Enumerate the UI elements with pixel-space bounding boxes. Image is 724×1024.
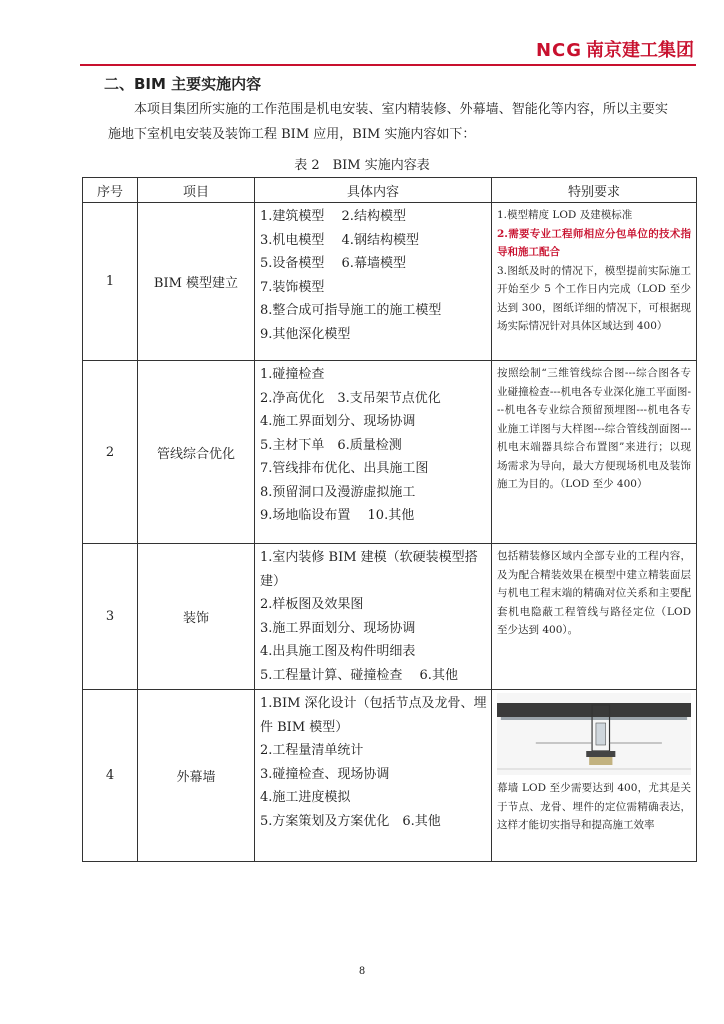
curtain-wall-node-drawing xyxy=(497,693,691,775)
content-line: 3.碰撞检查、现场协调 xyxy=(260,766,390,782)
row-number: 2 xyxy=(83,361,138,544)
row-content xyxy=(255,544,492,690)
content-line: 2.样板图及效果图 xyxy=(260,597,364,612)
row-content xyxy=(255,690,492,862)
row-item: 管线综合优化 xyxy=(138,361,255,544)
content-line: 8.预留洞口及漫游虚拟施工 xyxy=(260,484,416,500)
table-header-row xyxy=(83,178,697,203)
row-item: 外幕墙 xyxy=(138,690,255,862)
content-line: 7.管线排布优化、出具施工图 xyxy=(260,461,429,476)
content-line: 1.建筑模型 2.结构模型 xyxy=(260,209,406,224)
content-line: 3.机电模型 4.钢结构模型 xyxy=(260,232,419,248)
row-requirements: 包括精装修区域内全部专业的工程内容，及为配合精装效果在模型中建立精装面层与机电工程末端的精确对位关系和主要配套机电隐蔽工程管线与路径定位（LOD 至少达到 400）。 xyxy=(492,544,697,690)
row-number: 1 xyxy=(83,203,138,361)
bim-content-table xyxy=(82,177,697,862)
content-line: 4.施工界面划分、现场协调 xyxy=(260,414,416,429)
content-line: 5.工程量计算、碰撞检查 6.其他 xyxy=(260,667,458,683)
row-content xyxy=(255,203,492,361)
row-item: BIM 模型建立 xyxy=(138,203,255,361)
section-title: 二、BIM 主要实施内容 xyxy=(104,75,262,93)
requirement-line: 1.模型精度 LOD 及建模标准 xyxy=(497,209,633,221)
content-line: 4.出具施工图及构件明细表 xyxy=(260,644,416,659)
col-header-item: 项目 xyxy=(138,178,255,203)
brand-logo-en: NCG xyxy=(535,40,582,61)
row-number: 4 xyxy=(83,690,138,862)
table-row xyxy=(83,544,697,690)
table-row xyxy=(83,203,697,361)
content-line: 1.碰撞检查 xyxy=(260,367,325,382)
content-line: 2.工程量清单统计 xyxy=(260,743,364,758)
requirement-text: 幕墙 LOD 至少需要达到 400，尤其是关于节点、龙骨、埋件的定位需精确表达，这样才能切实指导和提高施工效率 xyxy=(497,782,691,831)
table-caption: 表 2 BIM 实施内容表 xyxy=(294,158,430,173)
content-line: 1.BIM 深化设计（包括节点及龙骨、埋件 BIM 模型） xyxy=(260,696,487,735)
brand-logo-cn: 南京建工集团 xyxy=(586,40,694,61)
row-requirements xyxy=(492,203,697,361)
content-line: 1.室内装修 BIM 建模（软硬装模型搭建） xyxy=(260,550,478,589)
col-header-requirements: 特别要求 xyxy=(492,178,697,203)
content-line: 5.方案策划及方案优化 6.其他 xyxy=(260,813,441,829)
page-number: 8 xyxy=(358,966,366,977)
col-header-num: 序号 xyxy=(83,178,138,203)
content-line: 2.净高优化 3.支吊架节点优化 xyxy=(260,390,441,406)
row-requirements xyxy=(492,690,697,862)
intro-paragraph: 本项目集团所实施的工作范围是机电安装、室内精装修、外幕墙、智能化等内容，所以主要实施地下室机电安装及装饰工程 BIM 应用，BIM 实施内容如下： xyxy=(108,102,668,142)
header-divider xyxy=(80,64,696,66)
content-line: 5.主材下单 6.质量检测 xyxy=(260,437,402,453)
col-header-content: 具体内容 xyxy=(255,178,492,203)
row-number: 3 xyxy=(83,544,138,690)
table-row xyxy=(83,690,697,862)
row-requirements: 按照绘制“三维管线综合图---综合图各专业碰撞检查---机电各专业深化施工平面图---机电各专业综合预留预埋图---机电各专业施工详图与大样图---综合管线剖面图---机电末端器具综合布置图”来进行；以现场需求为导向，最大方便现场机电及装饰施工为目的。（LOD 至少 400） xyxy=(492,361,697,544)
content-line: 3.施工界面划分、现场协调 xyxy=(260,620,416,636)
page-header xyxy=(536,36,694,62)
content-line: 9.其他深化模型 xyxy=(260,326,351,342)
row-content xyxy=(255,361,492,544)
row-item: 装饰 xyxy=(138,544,255,690)
requirement-highlight: 2.需要专业工程师相应分包单位的技术指导和施工配合 xyxy=(497,227,691,258)
content-line: 8.整合成可指导施工的施工模型 xyxy=(260,303,442,318)
table-row xyxy=(83,361,697,544)
content-line: 7.装饰模型 xyxy=(260,279,325,295)
content-line: 9.场地临设布置 10.其他 xyxy=(260,508,415,523)
content-line: 5.设备模型 6.幕墙模型 xyxy=(260,256,406,271)
requirement-line: 3.图纸及时的情况下，模型提前实际施工开始至少 5 个工作日内完成（LOD 至少达到 300，图纸详细的情况下，可根据现场实际情况针对具体区域达到 400） xyxy=(497,264,691,332)
content-line: 4.施工进度模拟 xyxy=(260,790,351,805)
